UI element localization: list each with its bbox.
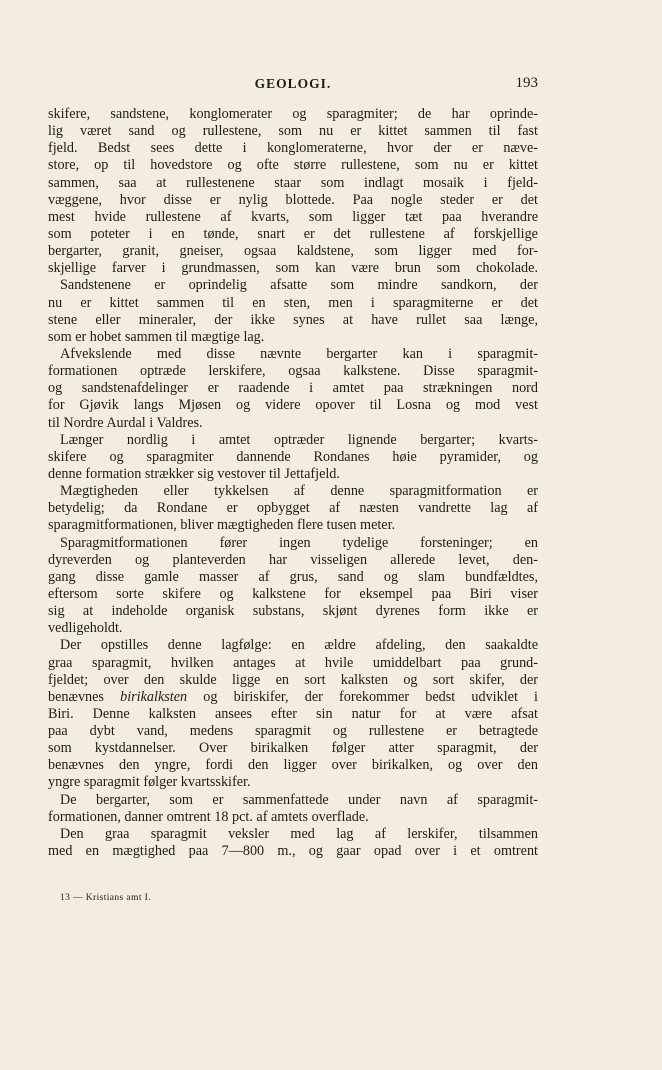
text-line: vedligeholdt.: [48, 620, 123, 637]
running-title: GEOLOGI.: [254, 76, 332, 91]
text-line: Sandstenene er oprindelig afsatte som mindre sandkorn, der: [60, 277, 538, 294]
text-line: sammen, saa at rullestenene staar som indlagt mosaik i fjeld-: [48, 174, 538, 191]
text-line: dyreverden og planteverden har visseligen allerede levet, den-: [48, 551, 538, 568]
text-line: lig været sand og rullestene, som nu er kittet sammen til fast: [48, 123, 538, 140]
text-line: benævnes den yngre, fordi den ligger over birikalken, og over den: [48, 757, 538, 774]
text-line: formationen optræde lerskifere, ogsaa kalkstene. Disse sparagmit-: [48, 363, 538, 380]
text-line: Afvekslende med disse nævnte bergarter kan i sparagmit-: [60, 345, 538, 362]
text-line: væggene, hvor disse er nylig blottede. Paa nogle steder er det: [48, 191, 538, 208]
body-text: [48, 106, 538, 860]
text-line: Sparagmitformationen fører ingen tydelige forsteninger; en: [60, 534, 538, 551]
text-line: stene eller mineraler, der ikke synes at have rullet saa længe,: [48, 311, 538, 328]
text-line: som kystdannelser. Over birikalken følger atter sparagmit, der: [48, 740, 538, 757]
text-line: formationen, danner omtrent 18 pct. af amtets overflade.: [48, 808, 369, 825]
text-line: skifere og sparagmiter dannende Rondanes høie pyramider, og: [48, 448, 538, 465]
page-number: 193: [515, 75, 538, 91]
text-line: med en mægtighed paa 7—800 m., og gaar opad over i et omtrent: [48, 843, 538, 860]
text-line: bergarter, granit, gneiser, ogsaa kaldstene, som ligger med for-: [48, 243, 538, 260]
page-header: [48, 76, 538, 96]
text-line: fjeld. Bedst sees dette i konglomeraterne, hvor der er næve-: [48, 140, 538, 157]
text-line: Biri. Denne kalksten ansees efter sin natur for at være afsat: [48, 705, 538, 722]
text-line: eftersom sorte skifere og kalkstene for eksempel paa Biri viser: [48, 585, 538, 602]
text-line: mest hvide rullestene af kvarts, som ligger tæt paa hverandre: [48, 208, 538, 225]
text-line: store, op til hovedstore og ofte større rullestene, som nu er kittet: [48, 157, 538, 174]
text-line: paa dybt vand, medens sparagmit og rullestene er betragtede: [48, 723, 538, 740]
text-line: fjeldet; over den skulde ligge en sort kalksten og sort skifer, der: [48, 671, 538, 688]
text-line: Mægtigheden eller tykkelsen af denne sparagmitformation er: [60, 483, 538, 500]
text-line: til Nordre Aurdal i Valdres.: [48, 414, 203, 431]
text-line: skjellige farver i grundmassen, som kan være brun som chokolade.: [48, 260, 538, 277]
text-line: denne formation strækker sig vestover til Jettafjeld.: [48, 465, 340, 482]
text-line: benævnes birikalksten og biriskifer, der forekommer bedst udviklet i: [48, 688, 538, 705]
text-line: yngre sparagmit følger kvartsskifer.: [48, 774, 251, 791]
text-line: og sandstenafdelinger er raadende i amtet paa strækningen nord: [48, 380, 538, 397]
text-line: sparagmitformationen, bliver mægtigheden flere tusen meter.: [48, 517, 396, 534]
text-line: nu er kittet sammen til en sten, men i sparagmiterne er det: [48, 294, 538, 311]
text-line: sig at indeholde organisk substans, skjønt dyrenes form ikke er: [48, 603, 538, 620]
italic-term: birikalksten: [120, 688, 188, 705]
text-line: Den graa sparagmit veksler med lag af lerskifer, tilsammen: [60, 825, 538, 842]
text-line: De bergarter, som er sammenfattede under navn af sparagmit-: [60, 791, 538, 808]
text-line: graa sparagmit, hvilken antages at hvile umiddelbart paa grund-: [48, 654, 538, 671]
text-line: betydelig; da Rondane er opbygget af næsten vandrette lag af: [48, 500, 538, 517]
text-line: for Gjøvik langs Mjøsen og videre opover til Losna og mod vest: [48, 397, 538, 414]
text-line: Længer nordlig i amtet optræder lignende bergarter; kvarts-: [60, 431, 538, 448]
text-line: skifere, sandstene, konglomerater og sparagmiter; de har oprinde-: [48, 106, 538, 122]
text-line: Der opstilles denne lagfølge: en ældre afdeling, den saakaldte: [60, 637, 538, 654]
text-line: som poteter i en tønde, snart er det rullestene af forskjellige: [48, 225, 538, 242]
printer-signature: 13 — Kristians amt I.: [60, 893, 151, 903]
text-line: som er hobet sammen til mægtige lag.: [48, 328, 265, 345]
text-line: gang disse gamle masser af grus, sand og slam bundfældtes,: [48, 568, 538, 585]
